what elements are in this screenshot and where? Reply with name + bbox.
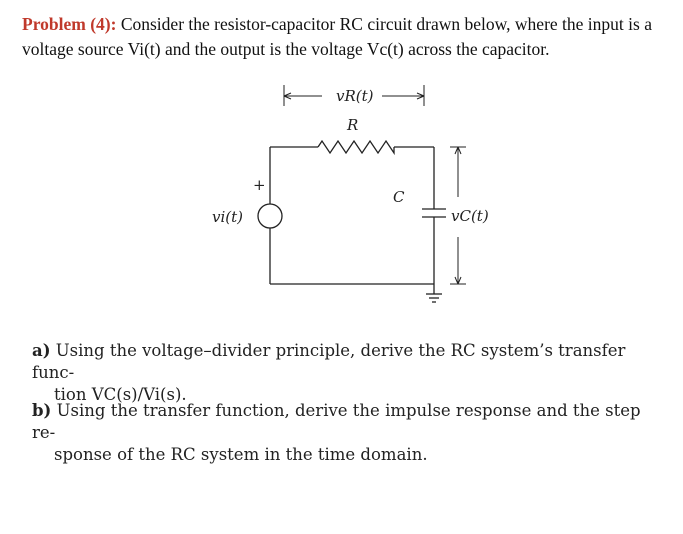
circuit-wires [270, 147, 434, 294]
part-b-tag: b) [32, 401, 52, 420]
vi-label: vi(t) [212, 208, 244, 226]
capacitor-symbol [422, 209, 446, 217]
voltage-source-symbol [258, 204, 282, 228]
resistor-label: R [347, 116, 359, 134]
problem-heading: Problem (4): [22, 14, 117, 34]
capacitor-label: C [393, 188, 405, 206]
part-a-text-2: tion VC(s)/Vi(s). [54, 385, 187, 404]
problem-text-1: Consider the resistor-capacitor RC circuit drawn below, where the input is a [120, 14, 652, 34]
part-b-text-1: Using the transfer function, derive the impulse response and the step re- [32, 401, 641, 442]
problem-text-2: voltage source Vi(t) and the output is the voltage Vc(t) across the capacitor. [22, 39, 550, 59]
part-b [32, 400, 652, 466]
part-a-text-1: Using the voltage–divider principle, derive the RC system’s transfer func- [32, 341, 626, 382]
resistor-symbol [318, 141, 394, 153]
ground-symbol [426, 294, 442, 302]
part-a [32, 340, 652, 406]
vr-label: vR(t) [336, 87, 374, 105]
plus-sign: + [253, 176, 266, 194]
part-b-text-2: sponse of the RC system in the time domain. [54, 445, 428, 464]
vc-label: vC(t) [451, 207, 489, 225]
part-a-tag: a) [32, 341, 51, 360]
